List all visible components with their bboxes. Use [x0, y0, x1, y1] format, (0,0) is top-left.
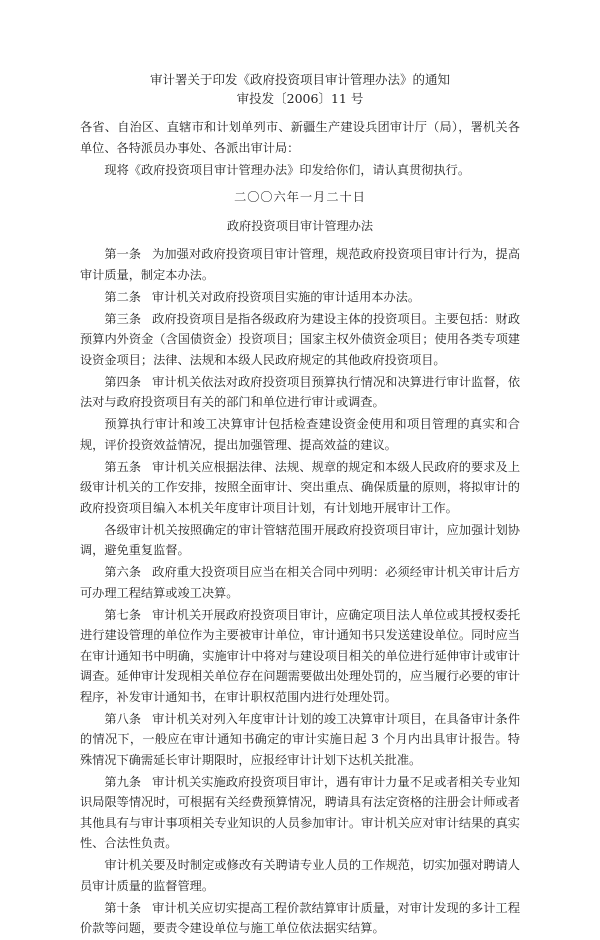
article-text: 审计机关对列入年度审计计划的竣工决算审计项目，在具备审计条件的情况下，一般应在审计通知书确定的审计实施日起 3 个月内出具审计报告。特殊情况下确需延长审计期限时，应报经审计计划下达机关批准。 [80, 711, 521, 767]
article-paragraph [80, 372, 520, 413]
document-number: 审投发〔2006〕11 号 [236, 91, 364, 106]
regulation-title: 政府投资项目审计管理办法 [226, 219, 374, 233]
article-text: 审计机关实施政府投资项目审计，遇有审计力量不足或者相关专业知识局限等情况时，可根据有关经费预算情况，聘请具有法定资格的注册会计师或者其他具有与审计事项相关专业知识的人员参加审计。审计机关应对审计结果的真实性、合法性负责。 [80, 774, 521, 850]
article-paragraph [80, 898, 520, 939]
article-paragraph [80, 520, 520, 561]
article-text: 审计机关要及时制定或修改有关聘请专业人员的工作规范，切实加强对聘请人员审计质量的监督管理。 [80, 858, 520, 893]
article-number: 第七条 [104, 607, 142, 622]
article-number: 第五条 [104, 459, 142, 474]
notice-text: 现将《政府投资项目审计管理办法》印发给你们，请认真贯彻执行。 [104, 162, 471, 177]
article-text: 政府投资项目是指各级政府为建设主体的投资项目。主要包括：财政预算内外资金（含国债资金）投资项目；国家主权外债资金项目；使用各类专项建设资金项目；法律、法规和本级人民政府规定的其他政府投资项目。 [80, 311, 521, 367]
article-text: 各级审计机关按照确定的审计管辖范围开展政府投资项目审计，应加强计划协调，避免重复监督。 [80, 522, 520, 557]
article-paragraph [80, 855, 520, 896]
article-paragraph [80, 562, 520, 603]
article-paragraph [80, 309, 520, 371]
article-paragraph [80, 457, 520, 519]
article-paragraph [80, 605, 520, 708]
article-number: 第十条 [104, 900, 142, 915]
article-text: 预算执行审计和竣工决算审计包括检查建设资金使用和项目管理的真实和合规，评价投资效益情况，提出加强管理、提高效益的建议。 [80, 417, 520, 452]
article-text: 审计机关应切实提高工程价款结算审计质量，对审计发现的多计工程价款等问题，要责令建设单位与施工单位依法据实结算。 [80, 900, 521, 935]
article-number: 第三条 [104, 311, 142, 326]
article-number: 第四条 [104, 374, 142, 389]
notice-title: 审计署关于印发《政府投资项目审计管理办法》的通知 [149, 72, 450, 87]
issue-date: 二〇〇六年一月二十日 [234, 190, 366, 204]
article-number: 第二条 [104, 289, 141, 304]
article-text: 审计机关对政府投资项目实施的审计适用本办法。 [151, 289, 421, 304]
article-text: 审计机关依法对政府投资项目预算执行情况和决算进行审计监督，依法对与政府投资项目有关的部门和单位进行审计或调查。 [80, 374, 521, 409]
address-block [80, 117, 520, 182]
article-number: 第九条 [104, 774, 142, 789]
article-paragraph [80, 414, 520, 455]
article-text: 政府重大投资项目应当在相关合同中列明：必须经审计机关审计后方可办理工程结算或竣工决算。 [80, 565, 521, 600]
article-text: 审计机关开展政府投资项目审计，应确定项目法人单位或其授权委托进行建设管理的单位作为主要被审计单位，审计通知书只发送建设单位。同时应当在审计通知书中明确，实施审计中将对与建设项目相关的单位进行延伸审计或审计调查。延伸审计发现相关单位存在问题需要做出处理处罚的，应当履行必要的审计程序，补发审计通知书，在审计职权范围内进行处理处罚。 [80, 607, 521, 704]
recipients: 各省、自治区、直辖市和计划单列市、新疆生产建设兵团审计厅（局），署机关各单位、各特派员办事处、各派出审计局： [80, 120, 520, 155]
regulation-body [80, 244, 520, 940]
article-number: 第八条 [104, 711, 142, 726]
article-paragraph [80, 709, 520, 771]
article-number: 第六条 [104, 565, 142, 579]
article-number: 第一条 [104, 247, 142, 261]
article-paragraph [80, 287, 520, 308]
article-paragraph [80, 772, 520, 854]
article-paragraph [80, 244, 520, 285]
article-text: 为加强对政府投资项目审计管理，规范政府投资项目审计行为，提高审计质量，制定本办法。 [80, 247, 521, 282]
article-text: 审计机关应根据法律、法规、规章的规定和本级人民政府的要求及上级审计机关的工作安排，按照全面审计、突出重点、确保质量的原则，将拟审计的政府投资项目编入本机关年度审计项目计划，有计划地开展审计工作。 [80, 459, 521, 515]
